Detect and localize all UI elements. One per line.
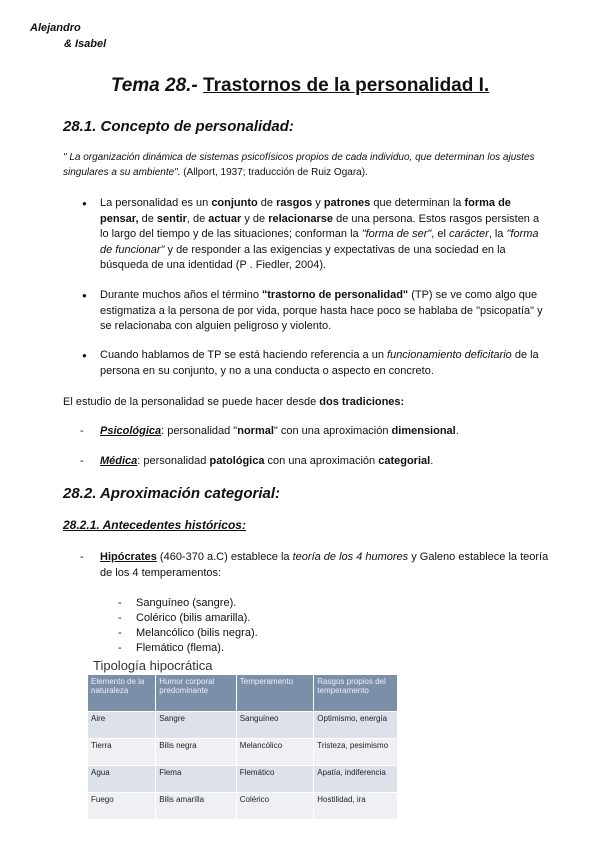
- table-cell: Melancólico: [236, 739, 314, 766]
- term-psicologica: Psicológica: [100, 425, 162, 437]
- table-cell: Apatía, indiferencia: [314, 766, 398, 793]
- section-heading-1: 28.1. Concepto de personalidad:: [63, 118, 294, 135]
- table-header: Humor corporal predominante: [156, 675, 237, 712]
- term-hipocrates: Hipócrates: [100, 551, 157, 563]
- table-header: Elemento de la naturaleza: [88, 675, 156, 712]
- hippocratic-table-figure: [87, 657, 398, 822]
- table-row: [88, 712, 398, 739]
- table-cell: Hostilidad, ira: [314, 793, 398, 820]
- table-cell: Fuego: [88, 793, 156, 820]
- subsection-heading: 28.2.1. Antecedentes históricos:: [63, 518, 246, 532]
- section-heading-2: 28.2. Aproximación categorial:: [63, 485, 281, 502]
- page-title: [0, 75, 600, 97]
- table-row: [88, 766, 398, 793]
- bullet-stigma: ● Durante muchos años el término "trastorno de personalidad" (TP) se ve como algo que estigmatiza a la persona de por vida, porque hasta hace poco se hablaba de "psicopatía" y se relacionaba con alguien peligroso y violento.: [100, 288, 548, 335]
- author-line-2: & Isabel: [64, 38, 107, 50]
- table-cell: Tierra: [88, 739, 156, 766]
- table-caption: Tipología hipocrática: [93, 658, 213, 673]
- table-header: Rasgos propios del temperamento: [314, 675, 398, 712]
- temperament-item: - Sanguíneo (sangre).: [118, 597, 237, 609]
- temperament-item: - Flemático (flema).: [118, 642, 225, 654]
- table-header-row: [88, 675, 398, 712]
- hipocrates-paragraph: - Hipócrates (460-370 a.C) establece la teoría de los 4 humores y Galeno establece la teoría de los 4 temperamentos:: [80, 551, 549, 579]
- table-cell: Flemático: [236, 766, 314, 793]
- traditions-intro: El estudio de la personalidad se puede hacer desde dos tradiciones:: [63, 396, 405, 408]
- quote-text: " La organización dinámica de sistemas psicofísicos propios de cada individuo, que determinan los ajustes singulares a su ambiente".: [63, 152, 535, 178]
- table-cell: Flema: [156, 766, 237, 793]
- temperament-item: - Melancólico (bilis negra).: [118, 627, 258, 639]
- table-cell: Tristeza, pesimismo: [314, 739, 398, 766]
- author-line-1: Alejandro: [30, 22, 81, 34]
- table-row: [88, 793, 398, 820]
- table-cell: Bilis amarilla: [156, 793, 237, 820]
- table-cell: Sanguíneo: [236, 712, 314, 739]
- quote-reference: (Allport, 1937; traducción de Ruiz Ogara).: [180, 167, 368, 178]
- tradition-medical: - Médica: personalidad patológica con una aproximación categorial.: [80, 455, 434, 467]
- bullet-tp: ● Cuando hablamos de TP se está haciendo referencia a un funcionamiento deficitario de la persona en su conjunto, y no a una conducta o aspecto en concreto.: [100, 348, 548, 379]
- allport-quote: [63, 150, 553, 180]
- table-cell: Bilis negra: [156, 739, 237, 766]
- hippocratic-table: [87, 674, 398, 820]
- table-cell: Aire: [88, 712, 156, 739]
- table-cell: Sangre: [156, 712, 237, 739]
- table-header: Temperamento: [236, 675, 314, 712]
- table-row: [88, 739, 398, 766]
- tradition-psychological: - Psicológica: personalidad "normal" con una aproximación dimensional.: [80, 425, 459, 437]
- term-medica: Médica: [100, 455, 138, 467]
- bullet-definition: ● La personalidad es un conjunto de rasgos y patrones que determinan la forma de pensar, de sentir, de actuar y de relacionarse de una persona. Estos rasgos persisten a lo largo del tiempo y de las situaciones; conforman la "forma de ser", el carácter, la "forma de funcionar" y de responder a las exigencias y expectativas de una sociedad en la búsqueda de una identidad (P . Fiedler, 2004).: [100, 196, 548, 274]
- title-text: Trastornos de la personalidad I.: [203, 75, 490, 96]
- table-cell: Optimismo, energía: [314, 712, 398, 739]
- table-cell: Colérico: [236, 793, 314, 820]
- title-number: Tema 28.-: [110, 75, 198, 96]
- table-cell: Agua: [88, 766, 156, 793]
- authors: [30, 20, 106, 52]
- temperament-item: - Colérico (bilis amarilla).: [118, 612, 251, 624]
